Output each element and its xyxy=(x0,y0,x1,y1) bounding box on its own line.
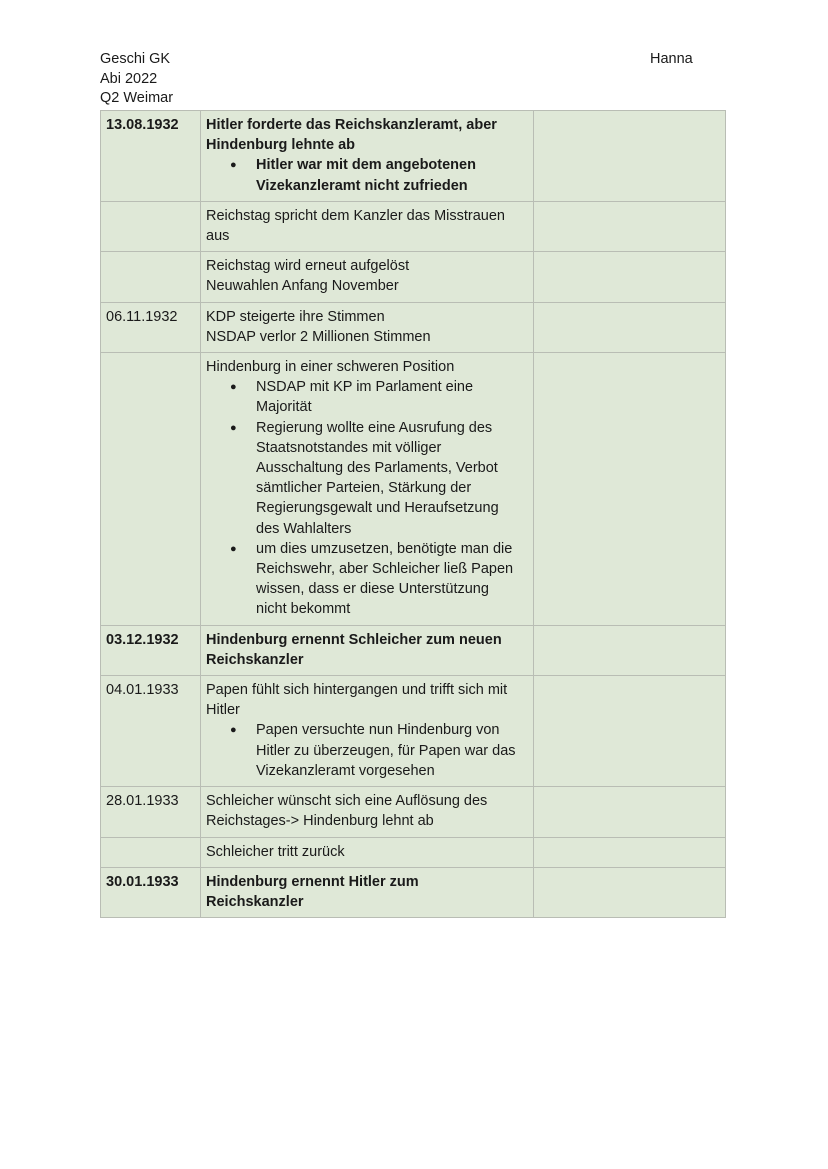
event-cell xyxy=(201,625,534,675)
event-line: Schleicher wünscht sich eine Auflösung des xyxy=(206,793,488,810)
notes-cell xyxy=(534,787,726,837)
event-line: Hindenburg ernennt Hitler zum xyxy=(206,873,419,890)
bullet-line: nicht bekommt xyxy=(256,601,351,618)
event-line: Hitler forderte das Reichskanzleramt, aber xyxy=(206,117,497,133)
event-cell xyxy=(201,676,534,787)
table-row xyxy=(101,787,726,837)
event-line: Neuwahlen Anfang November xyxy=(206,278,399,295)
header-left xyxy=(100,50,173,109)
event-line: Papen fühlt sich hintergangen und trifft sich mit xyxy=(206,682,508,699)
list-item xyxy=(206,155,527,195)
bullet-line: Vizekanzleramt nicht zufrieden xyxy=(256,177,468,194)
bullet-line: Hitler war mit dem angebotenen xyxy=(256,157,476,174)
event-cell xyxy=(201,201,534,251)
bullet-line: Reichswehr, aber Schleicher ließ Papen xyxy=(256,561,514,578)
bullet-line: des Wahlalters xyxy=(256,520,352,537)
event-line: Hindenburg in einer schweren Position xyxy=(206,359,455,376)
notes-cell xyxy=(534,867,726,917)
notes-cell xyxy=(534,837,726,867)
table-row xyxy=(101,252,726,302)
bullet-line: Majorität xyxy=(256,399,312,416)
table-row xyxy=(101,676,726,787)
notes-cell xyxy=(534,353,726,626)
date-cell xyxy=(101,201,201,251)
list-item xyxy=(206,539,527,620)
event-line: Reichskanzler xyxy=(206,651,304,668)
bullet-list xyxy=(206,155,527,195)
bullet-line: Ausschaltung des Parlaments, Verbot xyxy=(256,460,498,477)
date-cell: 28.01.1933 xyxy=(101,787,201,837)
date-cell xyxy=(101,353,201,626)
list-item xyxy=(206,418,527,539)
notes-cell xyxy=(534,201,726,251)
unit-name: Q2 Weimar xyxy=(100,90,174,106)
list-item xyxy=(206,720,527,781)
event-line: Reichstag spricht dem Kanzler das Misstrauen xyxy=(206,207,505,224)
bullet-icon: ● xyxy=(230,542,237,555)
event-line: Hindenburg ernennt Schleicher zum neuen xyxy=(206,631,502,648)
event-cell xyxy=(201,837,534,867)
event-line: aus xyxy=(206,228,230,245)
bullet-line: um dies umzusetzen, benötigte man die xyxy=(256,540,513,557)
notes-cell xyxy=(534,111,726,202)
bullet-line: sämtlicher Parteien, Stärkung der xyxy=(256,480,472,497)
notes-cell xyxy=(534,676,726,787)
table-row xyxy=(101,302,726,352)
table-row xyxy=(101,353,726,626)
table-row xyxy=(101,837,726,867)
date-cell xyxy=(101,252,201,302)
date-cell: 04.01.1933 xyxy=(101,676,201,787)
bullet-icon: ● xyxy=(230,159,237,172)
bullet-line: Vizekanzleramt vorgesehen xyxy=(256,762,435,779)
bullet-line: Regierung wollte eine Ausrufung des xyxy=(256,419,493,436)
date-cell: 13.08.1932 xyxy=(101,111,201,202)
bullet-line: Papen versuchte nun Hindenburg von xyxy=(256,722,500,739)
bullet-icon: ● xyxy=(230,724,237,737)
table-row xyxy=(101,111,726,202)
bullet-line: wissen, dass er diese Unterstützung xyxy=(256,581,489,598)
event-cell xyxy=(201,867,534,917)
table-row xyxy=(101,867,726,917)
event-cell xyxy=(201,111,534,202)
event-line: Hindenburg lehnte ab xyxy=(206,137,356,154)
event-line: Hitler xyxy=(206,702,240,719)
event-line: KDP steigerte ihre Stimmen xyxy=(206,308,385,325)
event-line: NSDAP verlor 2 Millionen Stimmen xyxy=(206,328,431,345)
event-cell xyxy=(201,787,534,837)
bullet-line: Staatsnotstandes mit völliger xyxy=(256,439,442,456)
bullet-line: Hitler zu überzeugen, für Papen war das xyxy=(256,742,516,759)
date-cell: 06.11.1932 xyxy=(101,302,201,352)
notes-cell xyxy=(534,625,726,675)
course-name: Geschi GK xyxy=(100,51,171,67)
event-line: Reichskanzler xyxy=(206,893,304,910)
event-line: Reichstag wird erneut aufgelöst xyxy=(206,258,410,275)
table-row xyxy=(101,625,726,675)
bullet-line: Regierungsgewalt und Heraufsetzung xyxy=(256,500,499,517)
bullet-list xyxy=(206,720,527,781)
event-cell xyxy=(201,252,534,302)
bullet-list xyxy=(206,377,527,619)
date-cell: 03.12.1932 xyxy=(101,625,201,675)
author-name: Hanna xyxy=(650,51,693,67)
event-cell xyxy=(201,353,534,626)
bullet-icon: ● xyxy=(230,421,237,434)
event-line: Schleicher tritt zurück xyxy=(206,843,345,860)
table-row xyxy=(101,201,726,251)
notes-cell xyxy=(534,302,726,352)
bullet-line: NSDAP mit KP im Parlament eine xyxy=(256,379,474,396)
list-item xyxy=(206,377,527,417)
event-line: Reichstages-> Hindenburg lehnt ab xyxy=(206,813,434,830)
bullet-icon: ● xyxy=(230,381,237,394)
notes-cell xyxy=(534,252,726,302)
exam-year: Abi 2022 xyxy=(100,70,158,87)
date-cell: 30.01.1933 xyxy=(101,867,201,917)
timeline-table xyxy=(100,110,726,918)
date-cell xyxy=(101,837,201,867)
event-cell xyxy=(201,302,534,352)
